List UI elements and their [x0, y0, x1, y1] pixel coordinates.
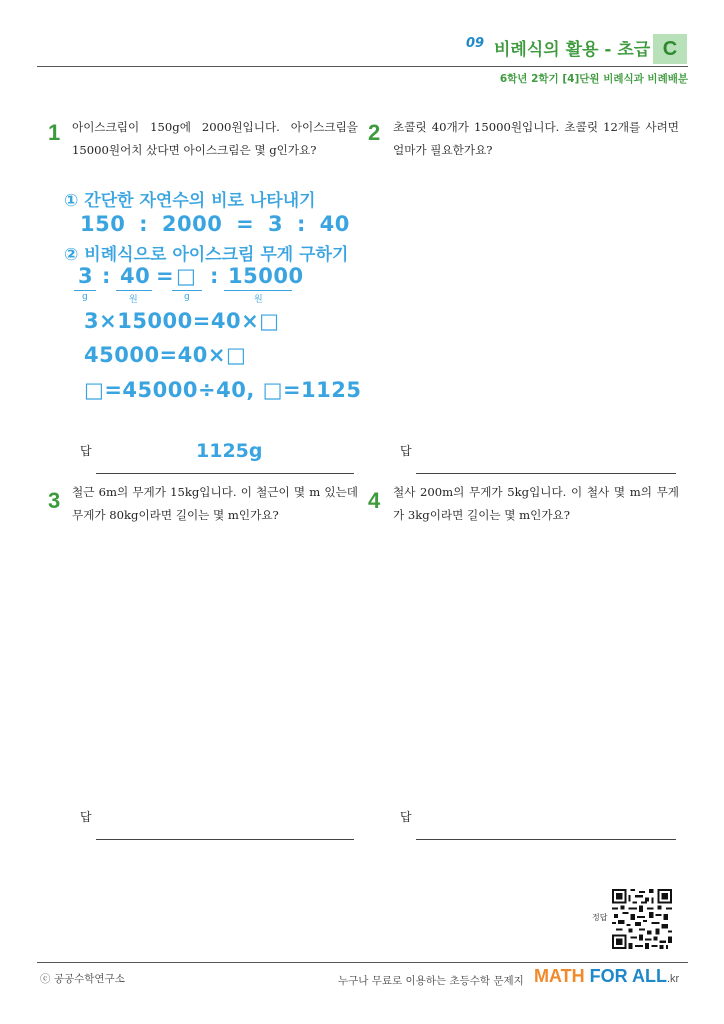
- problem-3-number: 3: [48, 488, 61, 513]
- answer-2-label: 답: [400, 444, 412, 458]
- solution-line-3: □=45000÷40, □=1125: [84, 378, 362, 402]
- qr-label: 정답: [592, 913, 608, 922]
- header-divider: [37, 66, 688, 67]
- unit-d: 원: [254, 295, 263, 305]
- proportion-term-b: 40: [120, 264, 151, 288]
- solution-line-2: 45000=40×□: [84, 343, 247, 367]
- footer-copyright: ⓒ 공공수학연구소: [40, 973, 125, 985]
- unit-c: g: [184, 292, 190, 302]
- solution-step2-title: ② 비례식으로 아이스크림 무게 구하기: [64, 245, 349, 265]
- answer-4-line: [416, 839, 676, 840]
- worksheet-number: 09: [466, 36, 485, 51]
- mathforall-logo[interactable]: [534, 966, 679, 987]
- problem-2-number: 2: [368, 120, 381, 145]
- answer-1-value: 1125g: [196, 440, 263, 462]
- solution-step1-title: ① 간단한 자연수의 비로 나타내기: [64, 191, 316, 211]
- problem-2-text: 초콜릿 40개가 15000원입니다. 초콜릿 12개를 사려면 얼마가 필요한가요?: [393, 120, 679, 157]
- underline-c: [172, 290, 202, 291]
- qr-code-icon[interactable]: [612, 889, 672, 949]
- proportion-term-d: 15000: [228, 264, 304, 288]
- logo-for-all: FOR ALL: [584, 966, 667, 986]
- solution-step1-equation: 150 : 2000 = 3 : 40: [80, 212, 350, 236]
- problem-3-text: 철근 6m의 무게가 15kg입니다. 이 철근이 몇 m 있는데 무게가 80kg이라면 길이는 몇 m인가요?: [72, 485, 358, 522]
- solution-line-1: 3×15000=40×□: [84, 309, 280, 333]
- logo-math: MATH: [534, 966, 585, 986]
- answer-2-line: [416, 473, 676, 474]
- underline-d: [224, 290, 292, 291]
- problem-4-text: 철사 200m의 무게가 5kg입니다. 이 철사 몇 m의 무게가 3kg이라면 길이는 몇 m인가요?: [393, 485, 679, 522]
- proportion-equals: =: [156, 264, 175, 288]
- unit-a: g: [82, 292, 88, 302]
- logo-kr: .kr: [666, 973, 680, 985]
- answer-1-label: 답: [80, 444, 92, 458]
- proportion-colon-2: :: [210, 264, 219, 288]
- footer-tagline: 누구나 무료로 이용하는 초등수학 문제지: [338, 975, 524, 987]
- proportion-term-a: 3: [78, 264, 94, 288]
- answer-1-line: [96, 473, 354, 474]
- answer-4-label: 답: [400, 810, 412, 824]
- problem-1-number: 1: [48, 120, 61, 145]
- proportion-colon-1: :: [102, 264, 111, 288]
- unit-b: 원: [129, 295, 138, 305]
- worksheet-title: 비례식의 활용 - 초급: [494, 40, 651, 60]
- answer-3-line: [96, 839, 354, 840]
- proportion-term-c: □: [176, 264, 197, 288]
- footer-divider: [37, 962, 688, 963]
- underline-a: [74, 290, 96, 291]
- underline-b: [116, 290, 152, 291]
- problem-4-number: 4: [368, 488, 381, 513]
- answer-3-label: 답: [80, 810, 92, 824]
- worksheet-subtitle: 6학년 2학기 [4]단원 비례식과 비례배분: [499, 73, 688, 85]
- level-badge: C: [653, 34, 687, 64]
- problem-1-text: 아이스크림이 150g에 2000원입니다. 아이스크림을 15000원어치 샀다면 아이스크림은 몇 g인가요?: [72, 120, 358, 157]
